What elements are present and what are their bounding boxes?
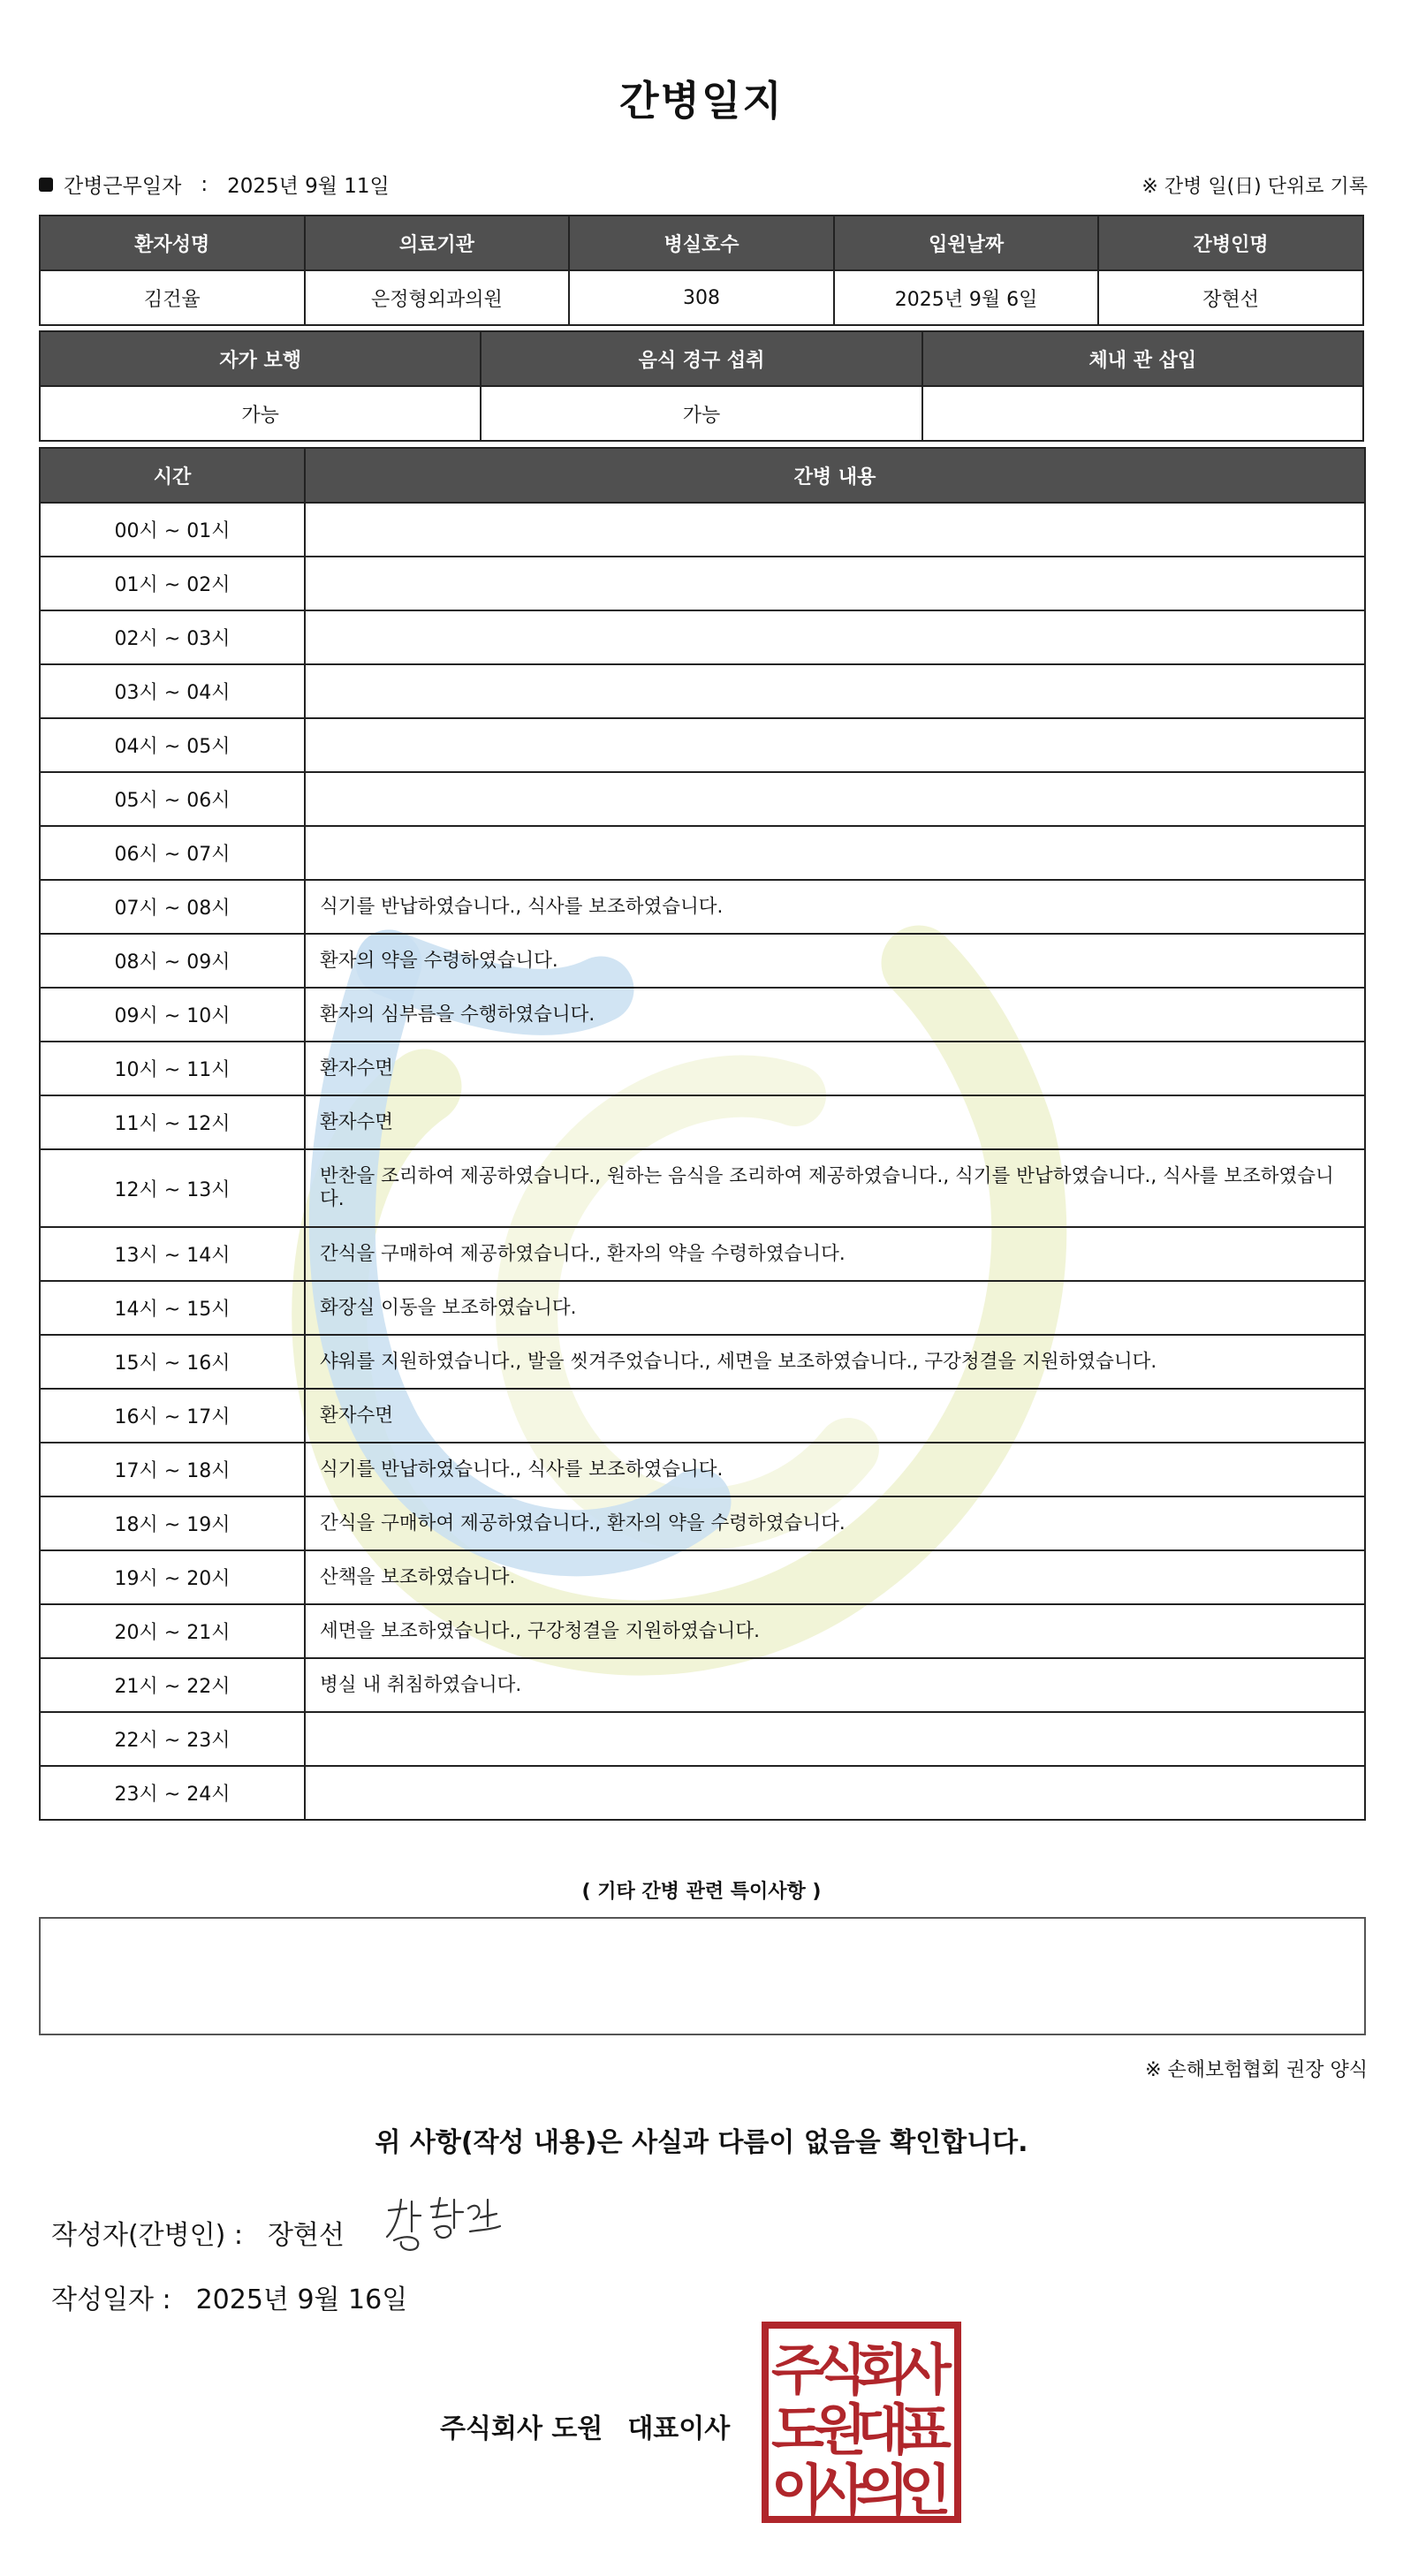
- header-admission-date: 입원날짜: [834, 216, 1099, 270]
- time-cell: 01시 ~ 02시: [40, 557, 305, 610]
- tube-value: [922, 386, 1363, 441]
- recommendation-note: ※ 손해보험협회 권장 양식: [1145, 2059, 1368, 2081]
- content-cell: 병실 내 취침하였습니다.: [305, 1658, 1365, 1712]
- time-cell: 22시 ~ 23시: [40, 1712, 305, 1766]
- time-cell: 15시 ~ 16시: [40, 1335, 305, 1389]
- svg-text:의: 의: [856, 2458, 909, 2522]
- header-tube: 체내 관 삽입: [922, 331, 1363, 386]
- time-cell: 07시 ~ 08시: [40, 880, 305, 934]
- content-cell: [305, 503, 1365, 557]
- remarks-title: ( 기타 간병 관련 특이사항 ): [581, 1881, 822, 1903]
- header-walking: 자가 보행: [40, 331, 481, 386]
- content-cell: 식기를 반납하였습니다., 식사를 보조하였습니다.: [305, 880, 1365, 934]
- table-row: [40, 1149, 1365, 1227]
- written-date-line: [51, 2277, 407, 2316]
- content-cell: [305, 610, 1365, 664]
- time-cell: 02시 ~ 03시: [40, 610, 305, 664]
- time-cell: 05시 ~ 06시: [40, 772, 305, 826]
- content-cell: [305, 1766, 1365, 1820]
- content-cell: 환자의 약을 수령하였습니다.: [305, 934, 1365, 988]
- time-cell: 20시 ~ 21시: [40, 1604, 305, 1658]
- table-row: [40, 826, 1365, 880]
- svg-text:원: 원: [814, 2398, 867, 2462]
- svg-text:표: 표: [899, 2398, 952, 2462]
- table-row: [40, 1604, 1365, 1658]
- svg-text:사: 사: [899, 2337, 952, 2402]
- content-cell: [305, 557, 1365, 610]
- table-row: [40, 503, 1365, 557]
- content-cell: [305, 664, 1365, 718]
- work-date-value: 2025년 9월 11일: [227, 175, 390, 198]
- content-cell: 간식을 구매하여 제공하였습니다., 환자의 약을 수령하였습니다.: [305, 1496, 1365, 1550]
- header-time: 시간: [40, 448, 305, 503]
- table-row: [40, 718, 1365, 772]
- header-care-content: 간병 내용: [305, 448, 1365, 503]
- table-row: [40, 1658, 1365, 1712]
- table-row: [40, 610, 1365, 664]
- admission-date: 2025년 9월 6일: [834, 270, 1099, 325]
- walking-value: 가능: [40, 386, 481, 441]
- header-caregiver: 간병인명: [1098, 216, 1363, 270]
- work-date: [39, 170, 390, 199]
- time-cell: 12시 ~ 13시: [40, 1149, 305, 1227]
- writer-name: 장현선: [267, 2220, 345, 2251]
- content-cell: 환자수면: [305, 1042, 1365, 1095]
- table-row: [40, 1227, 1365, 1281]
- header-oral-intake: 음식 경구 섭취: [481, 331, 921, 386]
- time-cell: 13시 ~ 14시: [40, 1227, 305, 1281]
- time-cell: 06시 ~ 07시: [40, 826, 305, 880]
- time-cell: 04시 ~ 05시: [40, 718, 305, 772]
- svg-text:주: 주: [771, 2337, 824, 2402]
- content-cell: 환자수면: [305, 1389, 1365, 1443]
- time-cell: 08시 ~ 09시: [40, 934, 305, 988]
- ability-table: [39, 330, 1364, 442]
- table-row: [40, 988, 1365, 1042]
- bullet-square-icon: [39, 178, 53, 192]
- table-row: [40, 880, 1365, 934]
- content-cell: 산책을 보조하였습니다.: [305, 1550, 1365, 1604]
- table-row: [40, 772, 1365, 826]
- content-cell: [305, 1712, 1365, 1766]
- content-cell: 반찬을 조리하여 제공하였습니다., 원하는 음식을 조리하여 제공하였습니다., 식기를 반납하였습니다., 식사를 보조하였습니다.: [305, 1149, 1365, 1227]
- work-date-label: 간병근무일자: [64, 175, 182, 198]
- svg-text:대: 대: [856, 2398, 909, 2462]
- table-row: [40, 1443, 1365, 1496]
- time-cell: 19시 ~ 20시: [40, 1550, 305, 1604]
- svg-text:식: 식: [814, 2337, 867, 2402]
- hospital: 은정형외과의원: [305, 270, 570, 325]
- time-cell: 17시 ~ 18시: [40, 1443, 305, 1496]
- content-cell: [305, 718, 1365, 772]
- svg-text:회: 회: [856, 2337, 909, 2402]
- header-patient-name: 환자성명: [40, 216, 305, 270]
- writer-line: [51, 2213, 345, 2252]
- unit-note: ※ 간병 일(日) 단위로 기록: [1141, 176, 1368, 198]
- time-cell: 10시 ~ 11시: [40, 1042, 305, 1095]
- content-cell: 식기를 반납하였습니다., 식사를 보조하였습니다.: [305, 1443, 1365, 1496]
- content-cell: [305, 772, 1365, 826]
- svg-text:사: 사: [814, 2458, 867, 2522]
- content-cell: 환자수면: [305, 1095, 1365, 1149]
- content-cell: 샤워를 지원하였습니다., 발을 씻겨주었습니다., 세면을 보조하였습니다., 구강청결을 지원하였습니다.: [305, 1335, 1365, 1389]
- table-row: [40, 664, 1365, 718]
- content-cell: [305, 826, 1365, 880]
- table-row: [40, 1281, 1365, 1335]
- table-row: [40, 1766, 1365, 1820]
- company-representative: 대표이사: [627, 2413, 731, 2444]
- time-cell: 09시 ~ 10시: [40, 988, 305, 1042]
- svg-text:인: 인: [899, 2458, 952, 2522]
- table-row: [40, 1095, 1365, 1149]
- content-cell: 간식을 구매하여 제공하였습니다., 환자의 약을 수령하였습니다.: [305, 1227, 1365, 1281]
- table-row: [40, 1389, 1365, 1443]
- header-room: 병실호수: [569, 216, 834, 270]
- header-hospital: 의료기관: [305, 216, 570, 270]
- content-cell: 화장실 이동을 보조하였습니다.: [305, 1281, 1365, 1335]
- written-date-label: 작성일자 :: [51, 2284, 171, 2315]
- table-row: [40, 934, 1365, 988]
- oral-intake-value: 가능: [481, 386, 921, 441]
- table-row: [40, 1335, 1365, 1389]
- confirmation-statement: 위 사항(작성 내용)은 사실과 다름이 없음을 확인합니다.: [375, 2127, 1028, 2158]
- work-date-colon: :: [201, 172, 209, 196]
- table-row: [40, 1712, 1365, 1766]
- patient-info-table: [39, 215, 1364, 326]
- page-title: 간병일지: [619, 77, 784, 125]
- company-seal: [762, 2322, 961, 2523]
- table-row: [40, 1042, 1365, 1095]
- time-cell: 03시 ~ 04시: [40, 664, 305, 718]
- table-row: [40, 557, 1365, 610]
- time-cell: 21시 ~ 22시: [40, 1658, 305, 1712]
- time-cell: 11시 ~ 12시: [40, 1095, 305, 1149]
- time-cell: 18시 ~ 19시: [40, 1496, 305, 1550]
- time-cell: 16시 ~ 17시: [40, 1389, 305, 1443]
- signature: [382, 2191, 505, 2253]
- time-cell: 23시 ~ 24시: [40, 1766, 305, 1820]
- written-date-value: 2025년 9월 16일: [195, 2284, 408, 2315]
- svg-text:이: 이: [771, 2458, 824, 2522]
- svg-text:도: 도: [771, 2398, 824, 2462]
- content-cell: 세면을 보조하였습니다., 구강청결을 지원하였습니다.: [305, 1604, 1365, 1658]
- time-cell: 00시 ~ 01시: [40, 503, 305, 557]
- room-number: 308: [569, 270, 834, 325]
- content-cell: 환자의 심부름을 수행하였습니다.: [305, 988, 1365, 1042]
- table-row: [40, 1496, 1365, 1550]
- remarks-box: [39, 1917, 1366, 2035]
- company-line: [440, 2406, 730, 2445]
- care-log-table: [39, 447, 1366, 1821]
- writer-label: 작성자(간병인) :: [51, 2220, 243, 2251]
- time-cell: 14시 ~ 15시: [40, 1281, 305, 1335]
- patient-name: 김건율: [40, 270, 305, 325]
- caregiver-name: 장현선: [1098, 270, 1363, 325]
- table-row: [40, 1550, 1365, 1604]
- company-name: 주식회사 도원: [440, 2413, 603, 2444]
